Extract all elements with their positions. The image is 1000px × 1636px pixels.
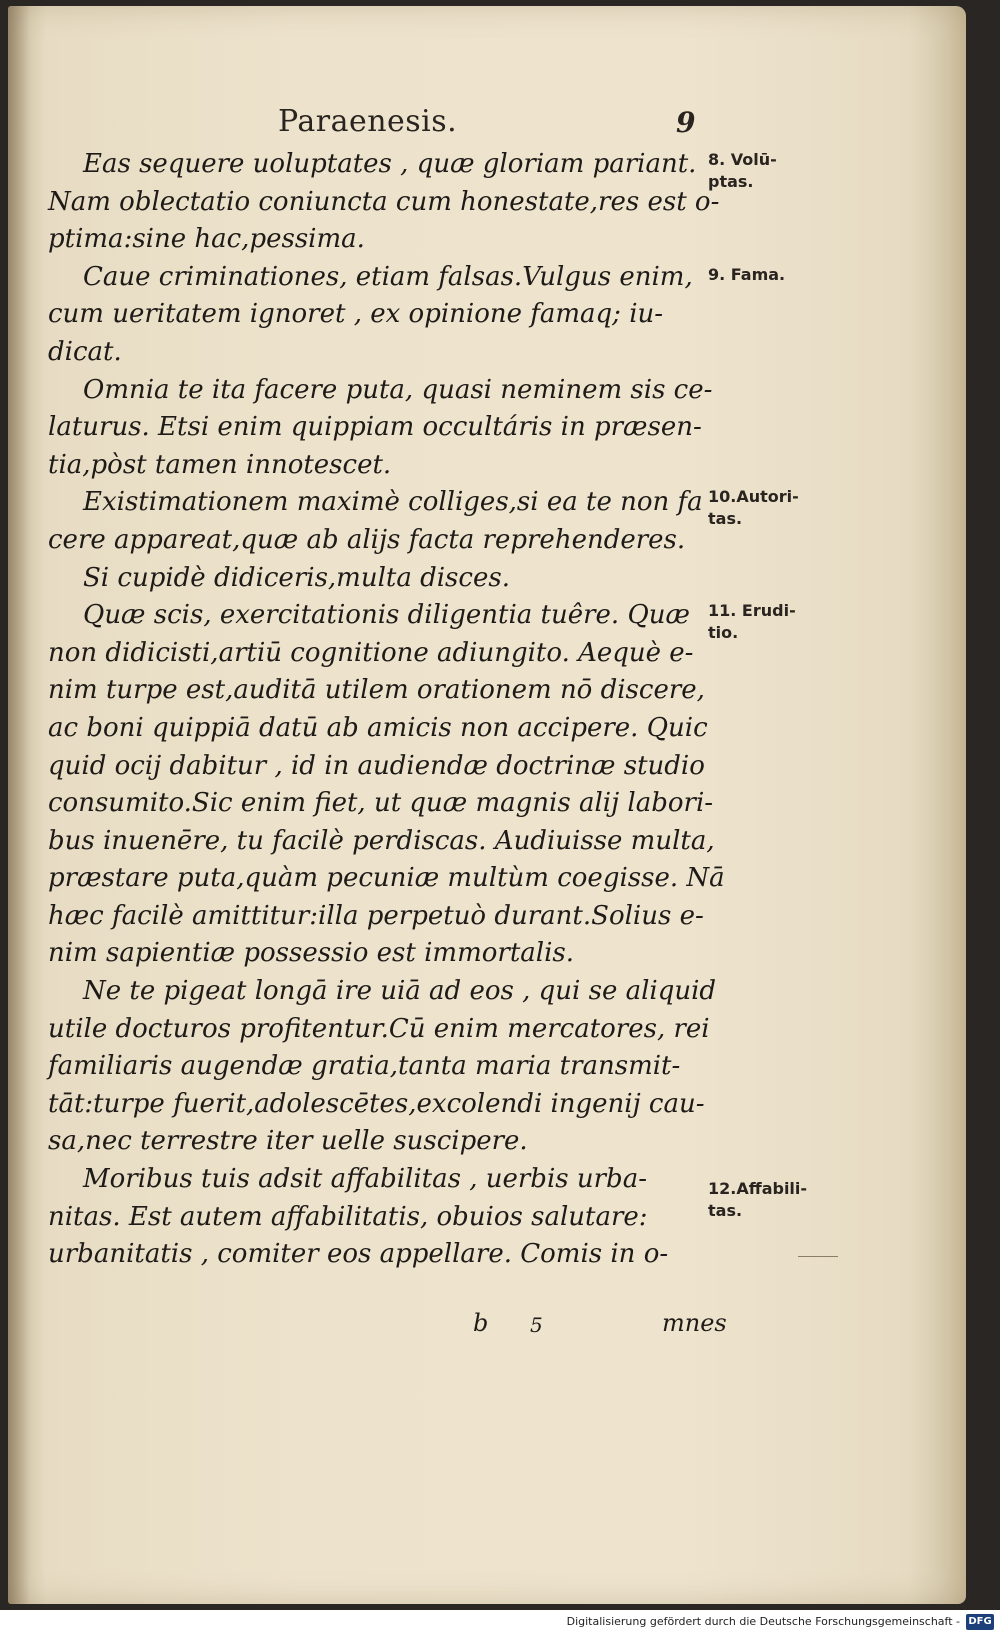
- margin-note-line: tas.: [708, 1201, 743, 1220]
- margin-note-line: 8. Volū-: [708, 150, 777, 169]
- catchword-line: [8, 1309, 966, 1343]
- text-line: consumito.Sic enim fiet, ut quæ magnis alij labori-: [48, 788, 714, 819]
- text-line: non didicisti,artiū cognitione adiungito. Aequè e-: [48, 637, 694, 668]
- dfg-logo-icon: DFG: [966, 1614, 994, 1630]
- text-line: Moribus tuis adsit affabilitas , uerbis urba-: [83, 1164, 647, 1195]
- text-line: præstare puta,quàm pecuniæ multùm coegisse. Nā: [48, 863, 725, 894]
- signature-mark: b: [473, 1309, 489, 1337]
- main-text-block: [48, 146, 728, 1274]
- footer-strip: [0, 1610, 1000, 1636]
- text-line: cere appareat,quæ ab alijs facta reprehenderes.: [48, 524, 686, 555]
- gutter-shadow: [8, 6, 30, 1604]
- margin-note-line: 12.Affabili-: [708, 1179, 808, 1198]
- text-line: familiaris augendæ gratia,tanta maria transmit-: [48, 1051, 681, 1082]
- catchword: mnes: [662, 1309, 727, 1337]
- text-line: sa,nec terrestre iter uelle suscipere.: [48, 1126, 528, 1157]
- funding-credit: Digitalisierung gefördert durch die Deutsche Forschungsgemeinschaft -: [566, 1615, 960, 1628]
- text-line: Si cupidè didiceris,multa disces.: [83, 562, 510, 593]
- text-line: Caue criminationes, etiam falsas.Vulgus enim,: [83, 261, 693, 292]
- margin-note-line: ptas.: [708, 172, 754, 191]
- text-line: cum ueritatem ignoret , ex opinione famaq; iu-: [48, 299, 664, 330]
- text-line: nitas. Est autem affabilitatis, obuios salutare:: [48, 1201, 648, 1232]
- margin-rule: [798, 1256, 838, 1257]
- page-header: [8, 104, 966, 144]
- text-line: Nam oblectatio coniuncta cum honestate,res est o-: [48, 186, 720, 217]
- text-line: Existimationem maximè colliges,si ea te non fa: [83, 487, 703, 518]
- text-line: Omnia te ita facere puta, quasi neminem sis ce-: [83, 374, 713, 405]
- margin-note-line: 11. Erudi-: [708, 601, 796, 620]
- margin-note-fama: [708, 264, 785, 286]
- text-line: Eas sequere uoluptates , quæ gloriam pariant.: [83, 149, 697, 179]
- text-line: tia,pòst tamen innotescet.: [48, 449, 392, 480]
- text-line: tāt:turpe fuerit,adolescētes,excolendi ingenij cau-: [48, 1088, 705, 1119]
- text-line: utile docturos profitentur.Cū enim mercatores, rei: [48, 1013, 710, 1044]
- text-line: laturus. Etsi enim quippiam occultáris in præsen-: [48, 412, 702, 443]
- text-line: nim turpe est,auditā utilem orationem nō discere,: [48, 675, 705, 706]
- text-line: hæc facilè amittitur:illa perpetuò durant.Solius e-: [48, 900, 704, 931]
- text-line: quid ocij dabitur , id in audiendæ doctrinæ studio: [48, 750, 705, 781]
- text-line: ptima:sine hac,pessima.: [48, 224, 365, 255]
- margin-note-line: 10.Autori-: [708, 487, 799, 506]
- margin-note-line: tio.: [708, 623, 739, 642]
- margin-note-voluptas: [708, 149, 777, 193]
- margin-note-eruditio: [708, 600, 796, 644]
- text-line: ac boni quippiā datū ab amicis non accipere. Quic: [48, 712, 708, 743]
- text-line: dicat.: [48, 336, 122, 367]
- folio-number: 9: [676, 106, 696, 139]
- margin-note-autoritas: [708, 486, 799, 530]
- book-page: [8, 6, 966, 1604]
- margin-note-line: 9. Fama.: [708, 265, 786, 284]
- text-line: Ne te pigeat longā ire uiā ad eos , qui se aliquid: [83, 976, 717, 1007]
- running-head: Paraenesis.: [278, 104, 458, 139]
- text-line: urbanitatis , comiter eos appellare. Comis in o-: [48, 1239, 669, 1270]
- signature-number: 5: [530, 1313, 543, 1337]
- margin-note-affabilitas: [708, 1178, 807, 1222]
- text-line: Quæ scis, exercitationis diligentia tuêre. Quæ: [83, 600, 690, 631]
- margin-note-line: tas.: [708, 509, 743, 528]
- text-line: nim sapientiæ possessio est immortalis.: [48, 938, 575, 969]
- text-line: bus inuenēre, tu facilè perdiscas. Audiuisse multa,: [48, 825, 715, 856]
